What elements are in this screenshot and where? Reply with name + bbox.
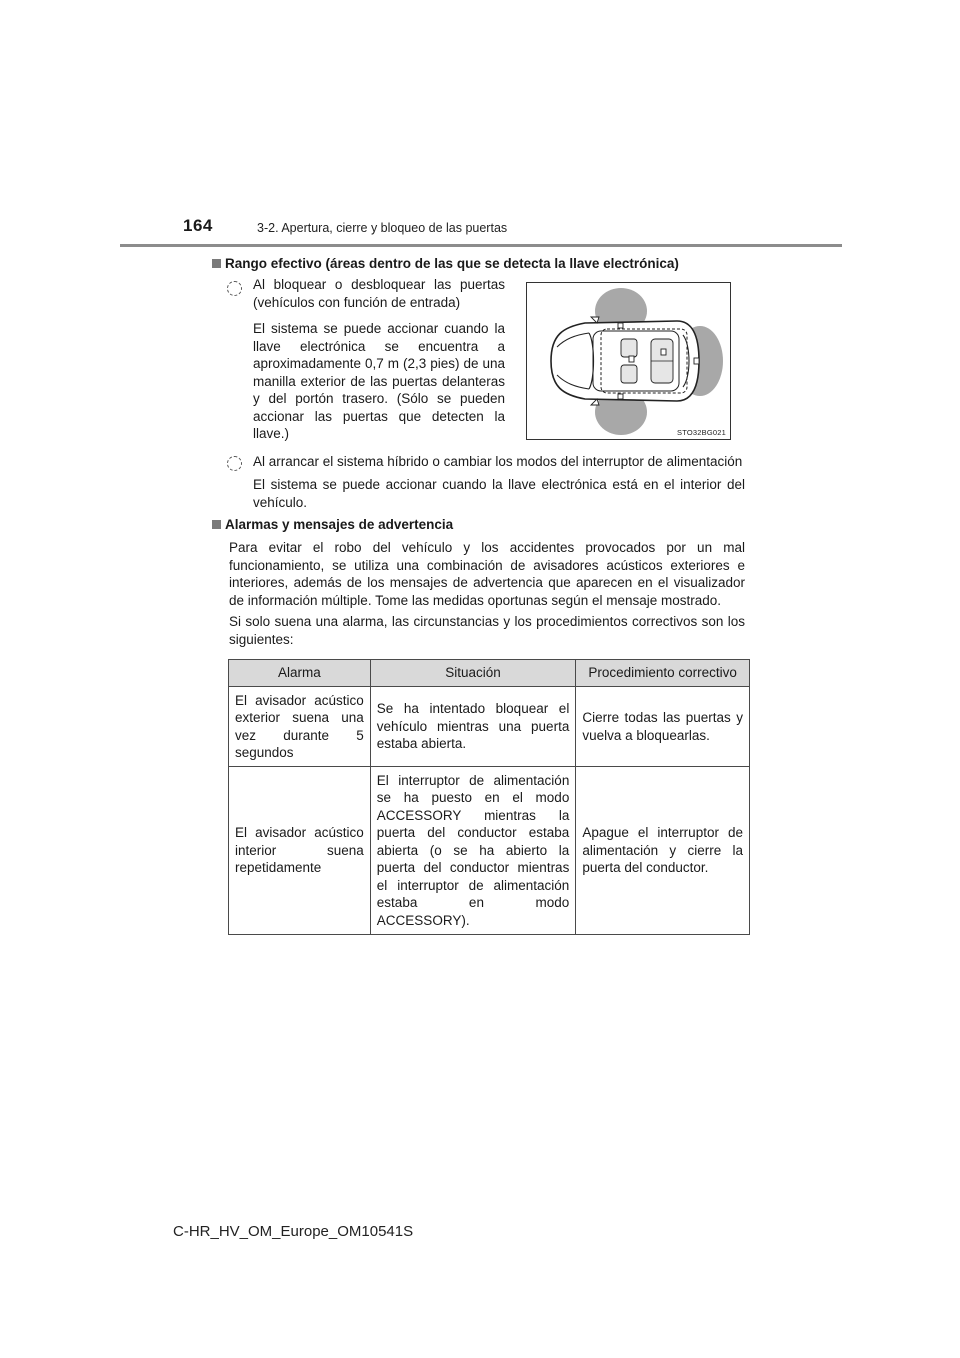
square-bullet-icon-2 [212, 520, 221, 529]
square-bullet-icon [212, 259, 221, 268]
circle-bullet-icon-2 [227, 456, 242, 471]
range-heading: Rango efectivo (áreas dentro de las que se detecta la llave electrónica) [212, 256, 679, 271]
alarm-table [228, 659, 750, 935]
figure-code: STO32BG021 [677, 428, 726, 437]
document-id: C-HR_HV_OM_Europe_OM10541S [173, 1223, 414, 1240]
item1-title: Al bloquear o desbloquear las puertas (vehículos con función de entrada) [253, 277, 505, 310]
table-cell: El interruptor de alimentación se ha puesto en el modo ACCESSORY mientras la puerta del conductor estaba abierta (o se ha abierto la puerta del conductor mientras el interruptor de alimentación estaba en modo ACCESSORY). [370, 767, 576, 935]
table-cell: Apague el interruptor de alimentación y cierre la puerta del conductor. [576, 767, 750, 935]
key-range-figure [526, 282, 731, 440]
header-situacion: Situación [370, 660, 576, 687]
table-cell: El avisador acústico interior suena repetidamente [229, 767, 371, 935]
table-header-row [229, 660, 750, 687]
item2-title: Al arrancar el sistema híbrido o cambiar los modos del interruptor de alimentación [253, 454, 743, 469]
alarm-paragraph-1: Para evitar el robo del vehículo y los accidentes provocados por un mal funcionamiento, se utiliza una combinación de avisadores acústicos exteriores e interiores, además de los mensajes de advertencia que aparecen en el visualizador de información múltiple. Tome las medidas oportunas según el mensaje mostrado. [229, 540, 745, 608]
table-row [229, 687, 750, 767]
item2-body: El sistema se puede accionar cuando la llave electrónica está en el interior del vehículo. [253, 477, 745, 510]
table-row [229, 767, 750, 935]
item1-body: El sistema se puede accionar cuando la llave electrónica se encuentra a aproximadamente 0,7 m (2,3 pies) de una manilla exterior de las puertas delanteras y del portón trasero. (Sólo se pueden accionar las puertas que detecten la llave.) [253, 321, 505, 441]
alarm-paragraph-2: Si solo suena una alarma, las circunstancias y los procedimientos correctivos son los siguientes: [229, 614, 745, 647]
section-title: 3-2. Apertura, cierre y bloqueo de las puertas [257, 221, 508, 235]
car-top-view-diagram [527, 283, 730, 439]
table-cell: Cierre todas las puertas y vuelva a bloquearlas. [576, 687, 750, 767]
alarm-heading: Alarmas y mensajes de advertencia [212, 517, 453, 532]
header-alarma: Alarma [229, 660, 371, 687]
table-cell: Se ha intentado bloquear el vehículo mientras una puerta estaba abierta. [370, 687, 576, 767]
header-rule [120, 244, 842, 247]
circle-bullet-icon [227, 281, 242, 296]
table-cell: El avisador acústico exterior suena una vez durante 5 segundos [229, 687, 371, 767]
header-procedimiento: Procedimiento correctivo [576, 660, 750, 687]
page-number: 164 [183, 216, 213, 235]
